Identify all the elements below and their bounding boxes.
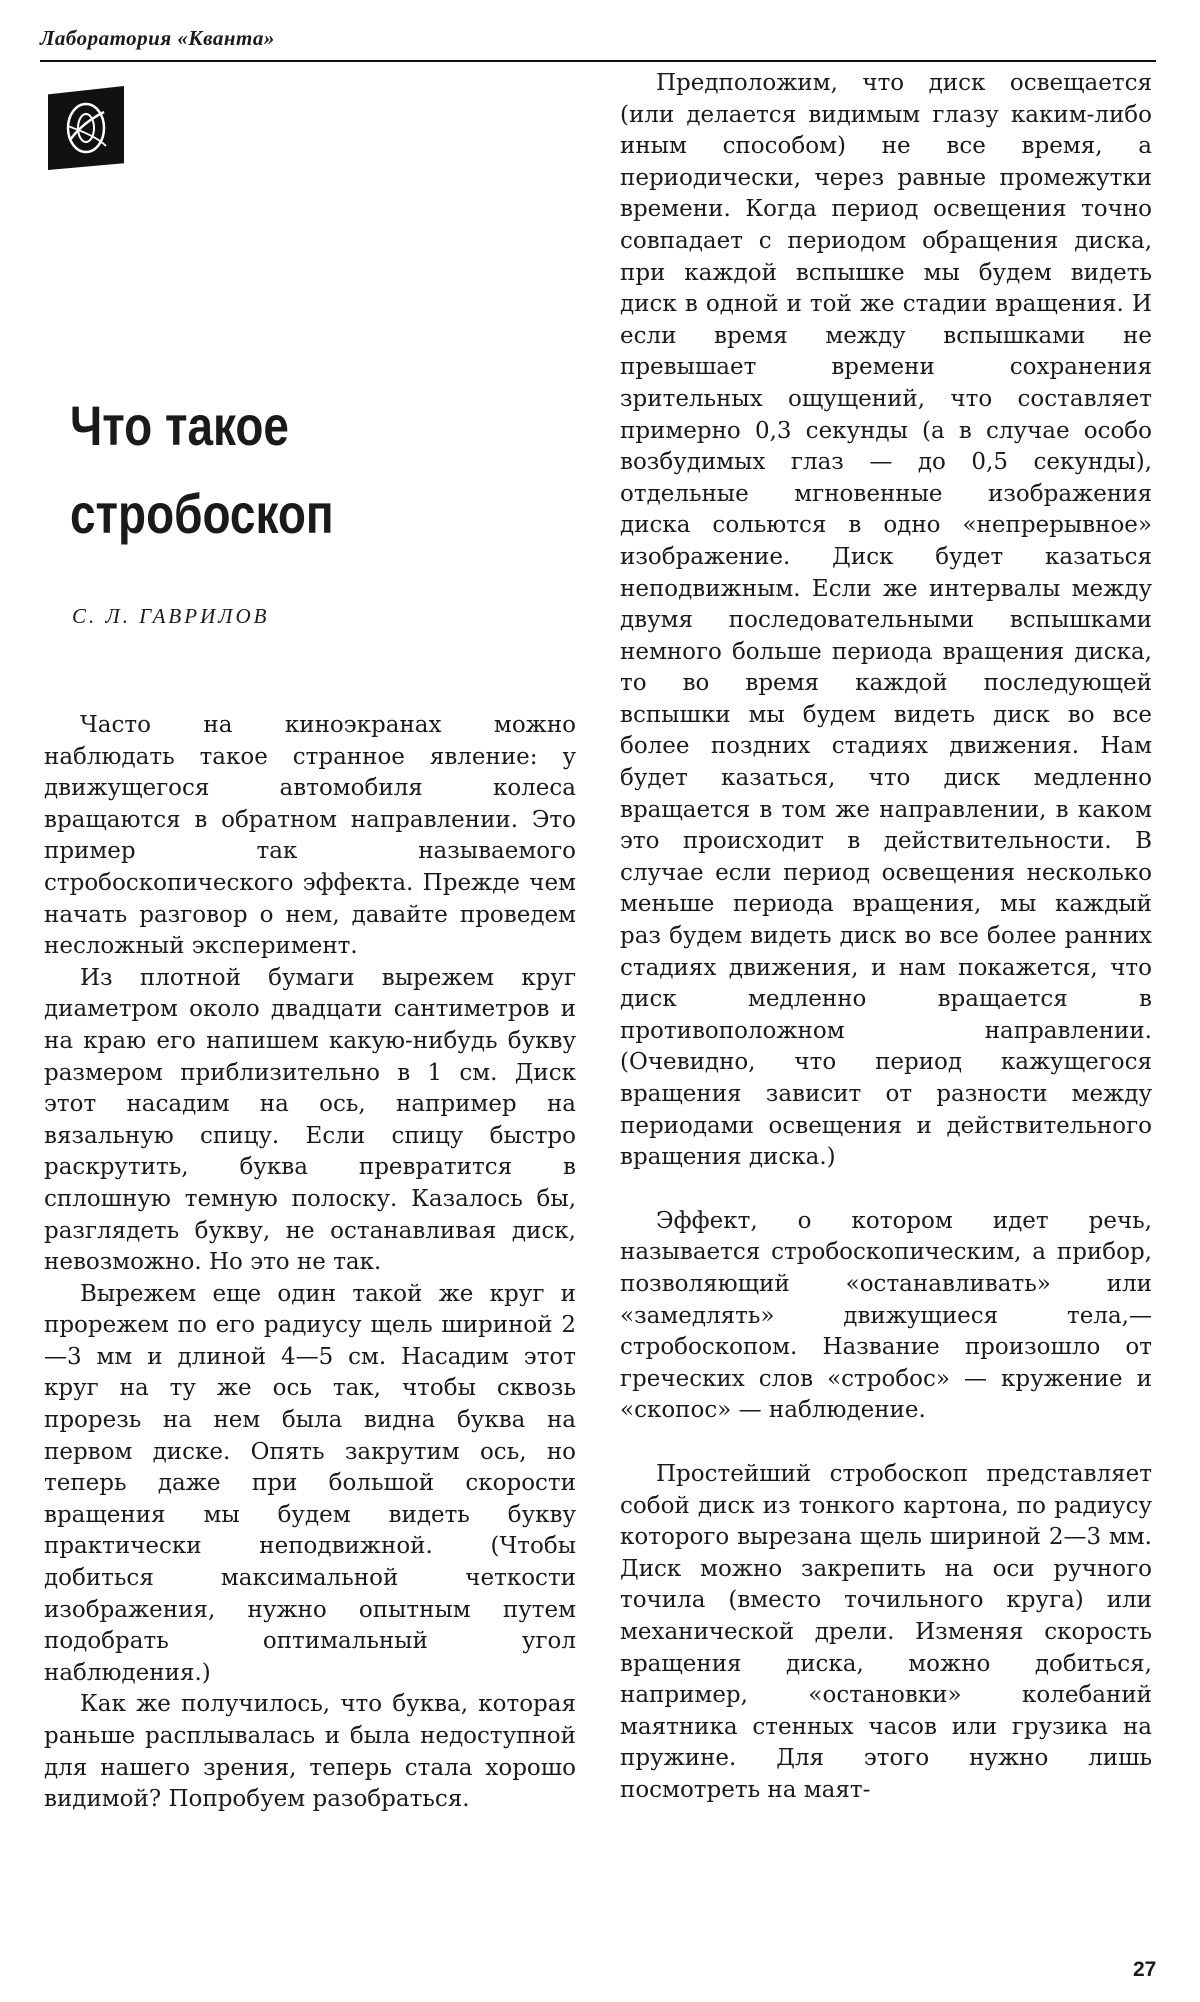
- author-name: С. Л. ГАВРИЛОВ: [72, 604, 270, 628]
- header-rule: [40, 60, 1156, 62]
- paragraph-5: Предположим, что диск освещается (или делается видимым глазу каким-либо иным способом) не все время, а периодически, через равные промежутки времени. Когда период освещения точно совпадает с периодом обращения диска, при каждой вспышке мы будем видеть диск в одной и той же стадии вращения. И если время между вспышками не превышает времени сохранения зрительных ощущений, что составляет примерно 0,3 секунды (а в случае особо возбудимых глаз — до 0,5 секунды), отдельные мгновенные изображения диска сольются в одно «непрерывное» изображение. Диск будет казаться неподвижным. Если же интервалы между двумя последовательными вспышками немного больше периода вращения диска, то во время каждой последующей вспышки мы будем видеть диск во все более поздних стадиях движения. Нам будет казаться, что диск медленно вращается в том же направлении, в каком это происходит в действительности. В случае если период освещения несколько меньше периода вращения, мы каждый раз будем видеть диск во все более ранних стадиях движения, и нам покажется, что диск медленно вращается в противоположном направлении. (Очевидно, что период кажущегося вращения зависит от разности между периодами освещения и действительного вращения диска.): [620, 70, 1152, 1171]
- title-line-2: стробоскоп: [70, 482, 334, 545]
- kvant-laboratory-logo-icon: [48, 86, 124, 170]
- left-column: [44, 710, 576, 1816]
- running-header: Лаборатория «Кванта»: [40, 26, 275, 50]
- paragraph-2: Из плотной бумаги вырежем круг диаметром около двадцати сантиметров и на краю его напишем какую-нибудь букву размером приблизительно в 1 см. Диск этот насадим на ось, например на вязальную спицу. Если спицу быстро раскрутить, буква превратится в сплошную темную полоску. Казалось бы, разглядеть букву, не останавливая диск, невозможно. Но это не так.: [44, 964, 576, 1276]
- paragraph-gap: [620, 1427, 1152, 1459]
- title-line-1: Что такое: [70, 394, 289, 457]
- page-number: 27: [1133, 1958, 1157, 1981]
- right-column: [620, 68, 1152, 1806]
- paragraph-4: Как же получилось, что буква, которая раньше расплывалась и была недоступной для нашего зрения, теперь стала хорошо видимой? Попробуем разобраться.: [44, 1691, 576, 1813]
- paragraph-3: Вырежем еще один такой же круг и прорежем по его радиусу щель шириной 2—3 мм и длиной 4—5 см. Насадим этот круг на ту же ось так, чтобы сквозь прорезь на нем была видна буква на первом диске. Опять закрутим ось, но теперь даже при большой скорости вращения мы будем видеть букву практически неподвижной. (Чтобы добиться максимальной четкости изображения, нужно опытным путем подобрать оптимальный угол наблюдения.): [44, 1280, 576, 1686]
- paragraph-1: Часто на киноэкранах можно наблюдать такое странное явление: у движущегося автомобиля колеса вращаются в обратном направлении. Это пример так называемого стробоскопического эффекта. Прежде чем начать разговор о нем, давайте проведем несложный эксперимент.: [44, 712, 576, 960]
- article-title: [70, 382, 431, 558]
- paragraph-7: Простейший стробоскоп представляет собой диск из тонкого картона, по радиусу которого вырезана щель шириной 2—3 мм. Диск можно закрепить на оси ручного точила (вместо точильного круга) или механической дрели. Изменяя скорость вращения диска, можно добиться, например, «остановки» колебаний маятника стенных часов или грузика на пружине. Для этого нужно лишь посмотреть на маят-: [620, 1460, 1152, 1803]
- paragraph-6: Эффект, о котором идет речь, называется стробоскопическим, а прибор, позволяющий «останавливать» или «замедлять» движущиеся тела,— стробоскопом. Название произошло от греческих слов «стробос» — кружение и «скопос» — наблюдение.: [620, 1207, 1152, 1424]
- paragraph-gap: [620, 1174, 1152, 1206]
